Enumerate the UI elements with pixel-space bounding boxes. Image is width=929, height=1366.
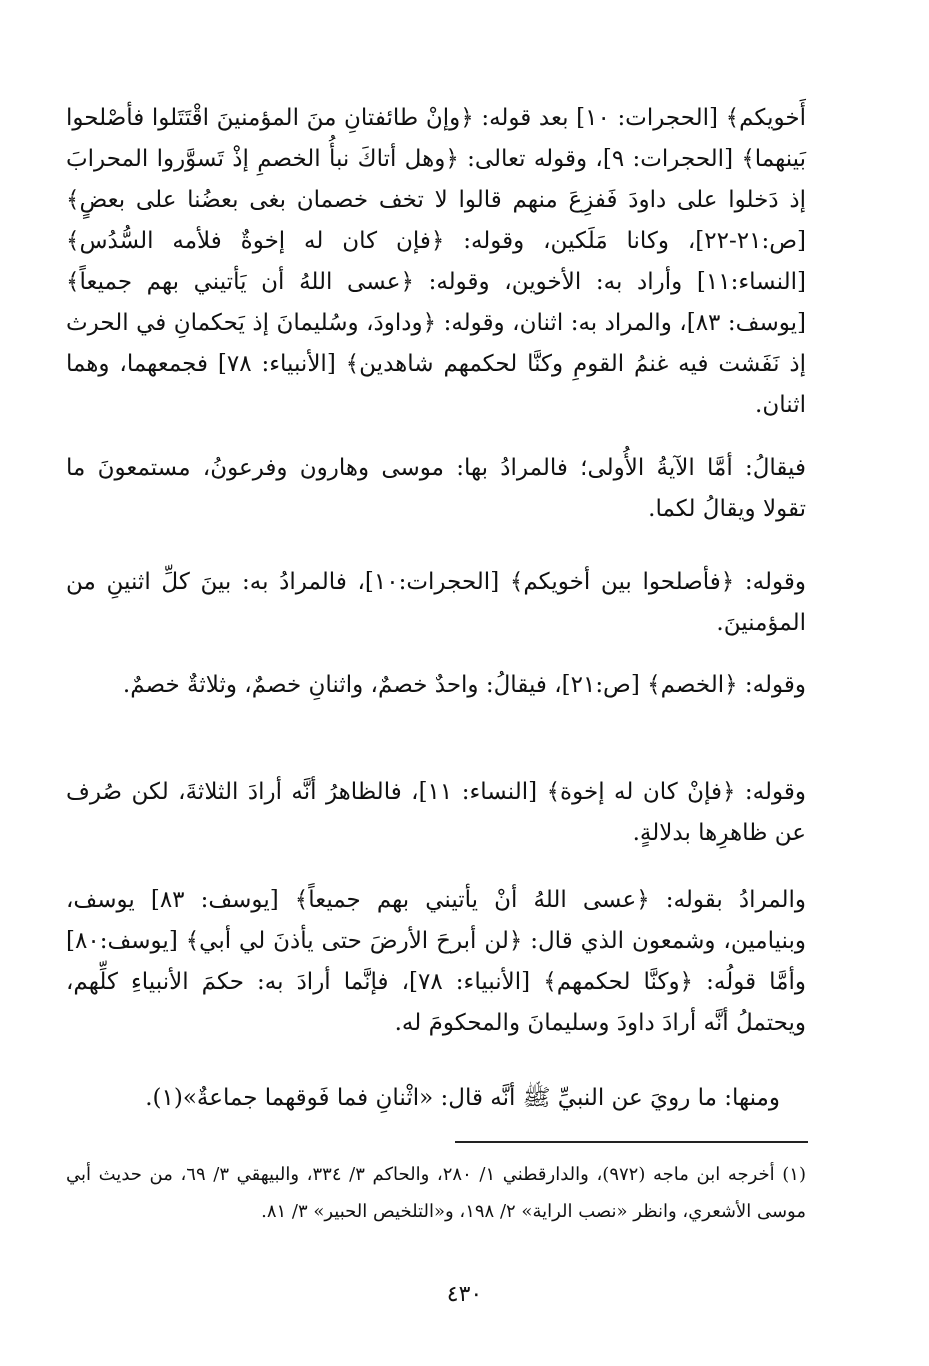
page-number: ٤٣٠ [446, 1282, 483, 1307]
body-paragraph-4 [66, 772, 806, 854]
footnotes-section [66, 1156, 806, 1230]
paragraph-text: ومنها: ما رويَ عن النبيِّ ﷺ أنَّه قال: «اثْنانِ فما فَوقهما جماعةٌ»(١). [145, 1085, 780, 1111]
paragraph-text: أَخويكم﴾ [الحجرات: ١٠] بعد قوله: ﴿وإنْ طائفتانِ منَ المؤمنينَ اقْتَتَلوا فأصْلحوا بَينهما﴾ [الحجرات: ٩]، وقوله تعالى: ﴿وهل أتاكَ نبأُ الخصمِ إذْ تَسوَّروا المحرابَ إذ دَخلوا على داودَ فَفزِعَ منهم قالوا لا تخف خصمان بغى بعضُنا على بعضٍ﴾ [ص:٢١-٢٢]، وكانا مَلَكين، وقوله: ﴿فإن كان له إخوةٌ فلأمه السُّدُس﴾ [النساء:١١] وأراد به: الأخوين، وقوله: ﴿عسى اللهُ أن يَأتيني بهم جميعاً﴾ [يوسف: ٨٣]، والمراد به: اثنان، وقوله: ﴿وداودَ، وسُليمانَ إذ يَحكمانِ في الحرث إذ نَفَشت فيه غنمُ القومِ وكنَّا لحكمهم شاهدين﴾ [الأنبياء: ٧٨] فجمعهما، وهما اثنان. [66, 105, 806, 418]
paragraph-text: وقوله: ﴿فإنْ كان له إخوة﴾ [النساء: ١١]، فالظاهرُ أنَّه أرادَ الثلاثةَ، لكن صُرف عن ظاهرِها بدلالةٍ. [66, 779, 806, 846]
body-paragraph-2 [66, 562, 806, 644]
paragraph-text: وقوله: ﴿فأصلحوا بين أخويكم﴾ [الحجرات:١٠]، فالمرادُ به: بينَ كلِّ اثنينِ من المؤمنينَ. [66, 569, 806, 636]
body-paragraph-1 [66, 448, 806, 530]
paragraph-text: والمرادُ بقوله: ﴿عسى اللهُ أنْ يأتيني بهم جميعاً﴾ [يوسف: ٨٣] يوسف، وبنيامين، وشمعون الذي قال: ﴿لن أبرحَ الأرضَ حتى يأذنَ لي أبي﴾ [يوسف:٨٠] وأمَّا قولُه: ﴿وكنَّا لحكمهم﴾ [الأنبياء: ٧٨]، فإنَّما أرادَ به: حكمَ الأنبياءِ كلِّهم، ويحتملُ أنَّه أرادَ داودَ وسليمانَ والمحكومَ له. [66, 887, 806, 1036]
body-paragraph-intro [66, 98, 806, 426]
body-paragraph-5 [66, 880, 806, 1044]
body-paragraph-6 [66, 1078, 806, 1119]
paragraph-text: وقوله: ﴿الخصم﴾ [ص:٢١]، فيقالُ: واحدٌ خصمٌ، واثنانِ خصمٌ، وثلاثةٌ خصمٌ. [122, 672, 806, 698]
paragraph-text: فيقالُ: أمَّا الآيةُ الأُولى؛ فالمرادُ بها: موسى وهارون وفرعونُ، مستمعونَ ما تقولا ويقالُ لكما. [66, 455, 806, 522]
body-paragraph-3 [66, 665, 806, 706]
footnote-divider [455, 1141, 808, 1143]
footnote-1: (١) أخرجه ابن ماجه (٩٧٢)، والدارقطني ١/ ٢٨٠، والحاكم ٣/ ٣٣٤، والبيهقي ٣/ ٦٩، من حديث أبي موسى الأشعري، وانظر «نصب الراية» ٢/ ١٩٨، و«التلخيص الحبير» ٣/ ٨١. [66, 1164, 806, 1222]
